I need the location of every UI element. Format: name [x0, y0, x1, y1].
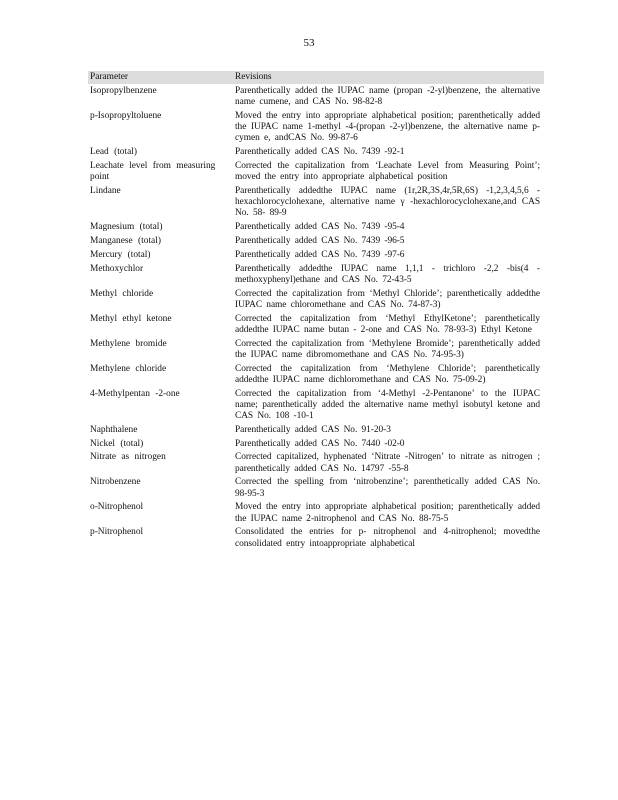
table-row — [88, 264, 544, 286]
table-row — [88, 425, 544, 436]
parameter-cell: Lindane — [90, 186, 121, 196]
revisions-cell: Parenthetically added CAS No. 7439 -92-1 — [235, 147, 405, 158]
parameter-cell: Methyl ethyl ketone — [90, 313, 172, 324]
table-body — [88, 86, 544, 550]
parameter-cell: Mercury (total) — [90, 249, 151, 260]
page-number: 53 — [303, 37, 315, 49]
parameter-cell: Nickel (total) — [90, 438, 144, 449]
table-header-row — [88, 71, 544, 84]
parameter-cell: Nitrate as nitrogen — [90, 452, 166, 463]
revisions-cell: Moved the entry into appropriate alphabetical position; parenthetically added the IUPAC name 1-methyl -4-(propan -2-yl)benzene, the alternative name p-cymen e, andCAS No. 99-87-6 — [235, 111, 540, 144]
table-row — [88, 236, 544, 247]
table-row — [88, 502, 544, 524]
revisions-cell: Parenthetically added CAS No. 7439 -97-6 — [235, 249, 405, 260]
table-row — [88, 364, 544, 386]
revisions-cell: Corrected the capitalization from ‘Methyl EthylKetone’; parenthetically addedthe IUPAC name butan - 2-one and CAS No. 78-93-3) Ethyl Ketone — [235, 313, 540, 335]
revisions-cell: Parenthetically added CAS No. 7439 -95-4 — [235, 222, 405, 233]
parameter-cell: p-Nitrophenol — [90, 527, 144, 538]
revisions-cell: Parenthetically added CAS No. 7440 -02-0 — [235, 438, 405, 449]
table-row — [88, 452, 544, 474]
parameter-cell: Lead (total) — [90, 147, 137, 158]
table-row — [88, 161, 544, 183]
table-row — [88, 86, 544, 108]
revisions-cell: Parenthetically addedthe IUPAC name (1r,2R,3S,4r,5R,6S) -1,2,3,4,5,6 -hexachlorocyclohexane, alternative name γ -hexachlorocyclohexane,and CAS No. 58- 89-9 — [235, 186, 540, 219]
header-parameter: Parameter — [90, 71, 128, 82]
revisions-cell: Corrected the spelling from ‘nitrobenzine’; parenthetically added CAS No. 98-95-3 — [235, 477, 540, 499]
revisions-cell: Parenthetically added CAS No. 7439 -96-5 — [235, 236, 405, 246]
table-row — [88, 339, 544, 361]
parameter-cell: Manganese (total) — [90, 236, 161, 246]
revisions-cell: Parenthetically added the IUPAC name (propan -2-yl)benzene, the alternative name cumene, and CAS No. 98-82-8 — [235, 86, 540, 108]
parameter-cell: Methylene bromide — [90, 338, 167, 349]
parameter-cell: 4-Methylpentan -2-one — [90, 388, 180, 399]
revisions-cell: Corrected the capitalization from ‘Leachate Level from Measuring Point’; moved the entry into appropriate alphabetical position — [235, 161, 540, 183]
parameter-cell: o-Nitrophenol — [90, 502, 144, 513]
parameter-cell: Nitrobenzene — [90, 477, 141, 488]
table-row — [88, 289, 544, 311]
revisions-cell: Moved the entry into appropriate alphabetical position; parenthetically added the IUPAC name 2-nitrophenol and CAS No. 88-75-5 — [235, 502, 540, 524]
revisions-table — [88, 71, 544, 552]
header-revisions: Revisions — [235, 71, 272, 82]
revisions-cell: Corrected the capitalization from ‘Methylene Bromide’; parenthetically added the IUPAC name dibromomethane and CAS No. 74-95-3) — [235, 338, 540, 360]
table-row — [88, 527, 544, 549]
table-row — [88, 439, 544, 450]
table-row — [88, 389, 544, 423]
table-row — [88, 477, 544, 499]
parameter-cell: Methylene chloride — [90, 363, 167, 374]
revisions-cell: Parenthetically addedthe IUPAC name 1,1,1 - trichloro -2,2 -bis(4 -methoxyphenyl)ethane and CAS No. 72-43-5 — [235, 263, 540, 285]
revisions-cell: Corrected capitalized, hyphenated ‘Nitrate -Nitrogen’ to nitrate as nitrogen ; parenthetically added CAS No. 14797 -55-8 — [235, 452, 540, 474]
table-row — [88, 314, 544, 336]
table-row — [88, 186, 544, 220]
table-row — [88, 147, 544, 158]
parameter-cell: Isopropylbenzene — [90, 86, 157, 96]
revisions-cell: Corrected the capitalization from ‘4-Methyl -2-Pentanone’ to the IUPAC name; parenthetically added the alternative name methyl isobutyl ketone and CAS No. 108 -10-1 — [235, 388, 540, 421]
revisions-cell: Parenthetically added CAS No. 91-20-3 — [235, 424, 391, 435]
parameter-cell: p-Isopropyltoluene — [90, 111, 162, 121]
revisions-cell: Corrected the capitalization from ‘Methyl Chloride’; parenthetically addedthe IUPAC name chloromethane and CAS No. 74-87-3) — [235, 288, 540, 310]
parameter-cell: Methyl chloride — [90, 288, 154, 299]
revisions-cell: Consolidated the entries for p- nitrophenol and 4-nitrophenol; movedthe consolidated entry intoappropriate alphabetical — [235, 527, 540, 549]
parameter-cell: Magnesium (total) — [90, 222, 163, 233]
parameter-cell: Naphthalene — [90, 424, 138, 435]
table-row — [88, 111, 544, 145]
table-row — [88, 222, 544, 233]
table-row — [88, 250, 544, 261]
parameter-cell: Methoxychlor — [90, 263, 144, 274]
revisions-cell: Corrected the capitalization from ‘Methylene Chloride’; parenthetically addedthe IUPAC name dichloromethane and CAS No. 75-09-2) — [235, 363, 540, 385]
parameter-cell: Leachate level from measuring point — [90, 161, 216, 183]
